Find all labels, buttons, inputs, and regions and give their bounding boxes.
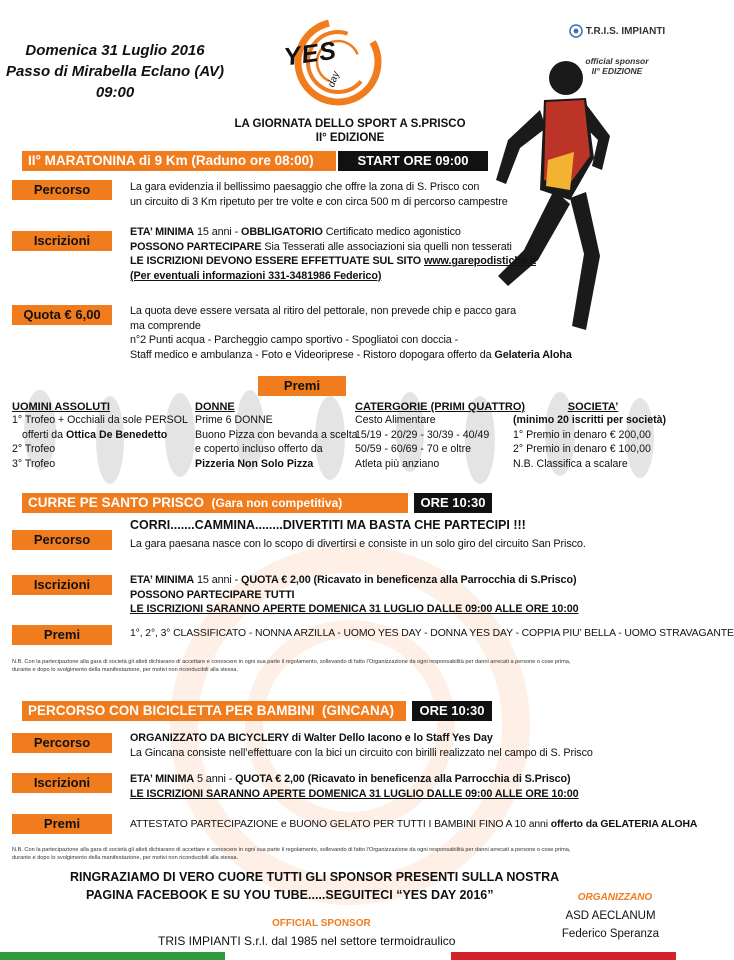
event-date: Domenica 31 Luglio 2016 [25,42,205,59]
maratonina-title-bar: II° MARATONINA di 9 Km (Raduno ore 08:00) [22,151,336,171]
organizers-label: ORGANIZZANO [577,892,653,903]
thanks-line-2: PAGINA FACEBOOK E SU YOU TUBE.....SEGUITECI “YES DAY 2016” [86,888,494,902]
maratonina-iscrizioni-tag: Iscrizioni [12,231,112,251]
curre-iscrizioni-tag: Iscrizioni [12,575,112,595]
premi-donne-heading: DONNE [195,401,235,413]
curre-percorso-text: La gara paesana nasce con lo scopo di divertirsi e consiste in un solo giro del circuito San Prisco. [130,538,586,550]
bici-iscrizioni-text: ETA’ MINIMA 5 anni - QUOTA € 2,00 (Ricavato in beneficenza alla Parrocchia di S.Prisco) LE ISCRIZIONI SARANNO APERTE DOMENICA 31 LUGLIO DALLE 09:00 ALLE ORE 10:00 [130,773,579,800]
flag-green [0,952,225,960]
premi-uomini-heading: UOMINI ASSOLUTI [12,401,110,413]
organizer-person: Federico Speranza [561,928,660,940]
premi-societa-heading: SOCIETA’ [567,401,619,413]
maratonina-iscrizioni-text: ETA’ MINIMA 15 anni - OBBLIGATORIO Certificato medico agonistico POSSONO PARTECIPARE Sia Tesserati alle associazioni sia quelli non tesserati LE ISCRIZIONI DEVONO ESSERE EFFETTUATE SUL SITO www.garepodistiche.it (Per eventuali informazioni 331-3481986 Federico) [130,226,537,282]
curre-iscrizioni-text: ETA’ MINIMA 15 anni - QUOTA € 2,00 (Ricavato in beneficenza alla Parrocchia di S.Prisco) POSSONO PARTECIPARE TUTTI LE ISCRIZIONI SARANNO APERTE DOMENICA 31 LUGLIO DALLE 09:00 ALLE ORE 10:00 [130,574,579,616]
bici-premi-tag: Premi [12,814,112,834]
sponsor-logo [566,20,668,42]
thanks-line-1: RINGRAZIAMO DI VERO CUORE TUTTI GLI SPONSOR PRESENTI SULLA NOSTRA [70,870,560,884]
premi-categorie-heading: CATERGORIE (PRIMI QUATTRO) [355,401,526,413]
event-place: Passo di Mirabella Eclano (AV) [5,63,225,80]
maratonina-quota-tag: Quota € 6,00 [12,305,112,325]
curre-time-bar: ORE 10:30 [414,493,492,513]
curre-title-bar: CURRE PE SANTO PRISCO (Gara non competitiva) [22,493,408,513]
bici-premi-text: ATTESTATO PARTECIPAZIONE e BUONO GELATO PER TUTTI I BAMBINI FINO A 10 anni offerto da GELATERIA ALOHA [130,819,698,830]
maratonina-premi-tag: Premi [258,376,346,396]
logo-subtext: day [326,70,342,89]
premi-donne-column: DONNE Prime 6 DONNE Buono Pizza con bevanda a scelta e coperto incluso offerto da Pizzeria Non Solo Pizza [195,401,358,470]
organizer-asd: ASD AECLANUM [565,910,656,922]
flag-white [225,952,450,960]
drop-icon [569,24,583,38]
sponsor-logo-text: T.R.I.S. IMPIANTI [585,25,666,37]
maratonina-percorso-text: La gara evidenzia il bellissimo paesaggio che offre la zona di S. Prisco con un circuito di 3 Km ripetuto per tre volte e con circa 500 m di percorso campestre [130,181,508,208]
premi-societa-column: SOCIETA’ (minimo 20 iscritti per società) 1° Premio in denaro € 200,00 2° Premio in denaro € 100,00 N.B. Classifica a scalare [513,401,673,471]
bici-percorso-text: ORGANIZZATO DA BICYCLERY di Walter Dello Iacono e lo Staff Yes Day La Gincana consiste nell’effettuare con la bici un circuito con birilli realizzato nel campo di S. Prisco [130,732,593,759]
bici-percorso-tag: Percorso [12,733,112,753]
sponsor-box [566,20,668,76]
italian-flag-strip [0,952,676,960]
maratonina-start-bar: START ORE 09:00 [338,151,488,171]
yes-day-logo [272,14,394,112]
curre-premi-text: 1°, 2°, 3° CLASSIFICATO - NONNA ARZILLA - UOMO YES DAY - DONNA YES DAY - COPPIA PIU’ BELLA - UOMO STRAVAGANTE [130,628,734,639]
logo-text: YES [282,36,339,72]
official-sponsor-text: TRIS IMPIANTI S.r.l. dal 1985 nel settore termoidraulico [158,934,456,948]
maratonina-quota-text: La quota deve essere versata al ritiro del pettorale, non prevede chip e pacco gara ma comprende n°2 Punti acqua - Parcheggio campo sportivo - Spogliatoi con doccia - Staff medico e ambulanza - Foto e Videoriprese - Ristoro dopogara offerto da Gelateria Aloha [130,305,572,361]
premi-categorie-column: CATERGORIE (PRIMI QUATTRO) Cesto Alimentare 15/19 - 20/29 - 30/39 - 40/49 50/59 - 60/69 - 70 e oltre Atleta più anziano [355,401,526,470]
bici-time-bar: ORE 10:30 [412,701,492,721]
curre-premi-tag: Premi [12,625,112,645]
sponsor-edition: II° EDIZIONE [591,66,643,76]
bici-legal-note: N.B. Con la partecipazione alla gara di società gli atleti dichiarano di accettare e conoscere in ogni sua parte il regolamento, sollevando di fatto l’Organizzazione da ogni responsabilità per danni arrecati a persone o cose prima, durante e dopo lo svolgimento della manifestazione, per motivi non riconducibili alla stessa. [12,847,571,861]
bici-iscrizioni-tag: Iscrizioni [12,773,112,793]
garepodistiche-link[interactable]: www.garepodistiche.it [423,255,537,268]
maratonina-percorso-tag: Percorso [12,180,112,200]
headline-edition: II° EDIZIONE [315,132,385,144]
sponsor-caption: official sponsor [585,56,649,66]
premi-uomini-column: UOMINI ASSOLUTI 1° Trofeo + Occhiali da sole PERSOL offerti da Ottica De Benedetto 2° Trofeo 3° Trofeo [12,401,188,470]
bici-title-bar: PERCORSO CON BICICLETTA PER BAMBINI (GINCANA) [22,701,406,721]
headline: LA GIORNATA DELLO SPORT A S.PRISCO [234,118,466,130]
curre-slogan: CORRI.......CAMMINA........DIVERTITI MA BASTA CHE PARTECIPI !!! [130,518,526,532]
event-time: 09:00 [95,84,135,101]
curre-legal-note: N.B. Con la partecipazione alla gara di società gli atleti dichiarano di accettare e conoscere in ogni sua parte il regolamento, sollevando di fatto l’Organizzazione da ogni responsabilità per danni arrecati a persone o cose prima, durante e dopo lo svolgimento della manifestazione, per motivi non riconducibili alla stessa. [12,659,571,673]
official-sponsor-label: OFFICIAL SPONSOR [272,918,371,929]
curre-percorso-tag: Percorso [12,530,112,550]
flag-red [451,952,676,960]
